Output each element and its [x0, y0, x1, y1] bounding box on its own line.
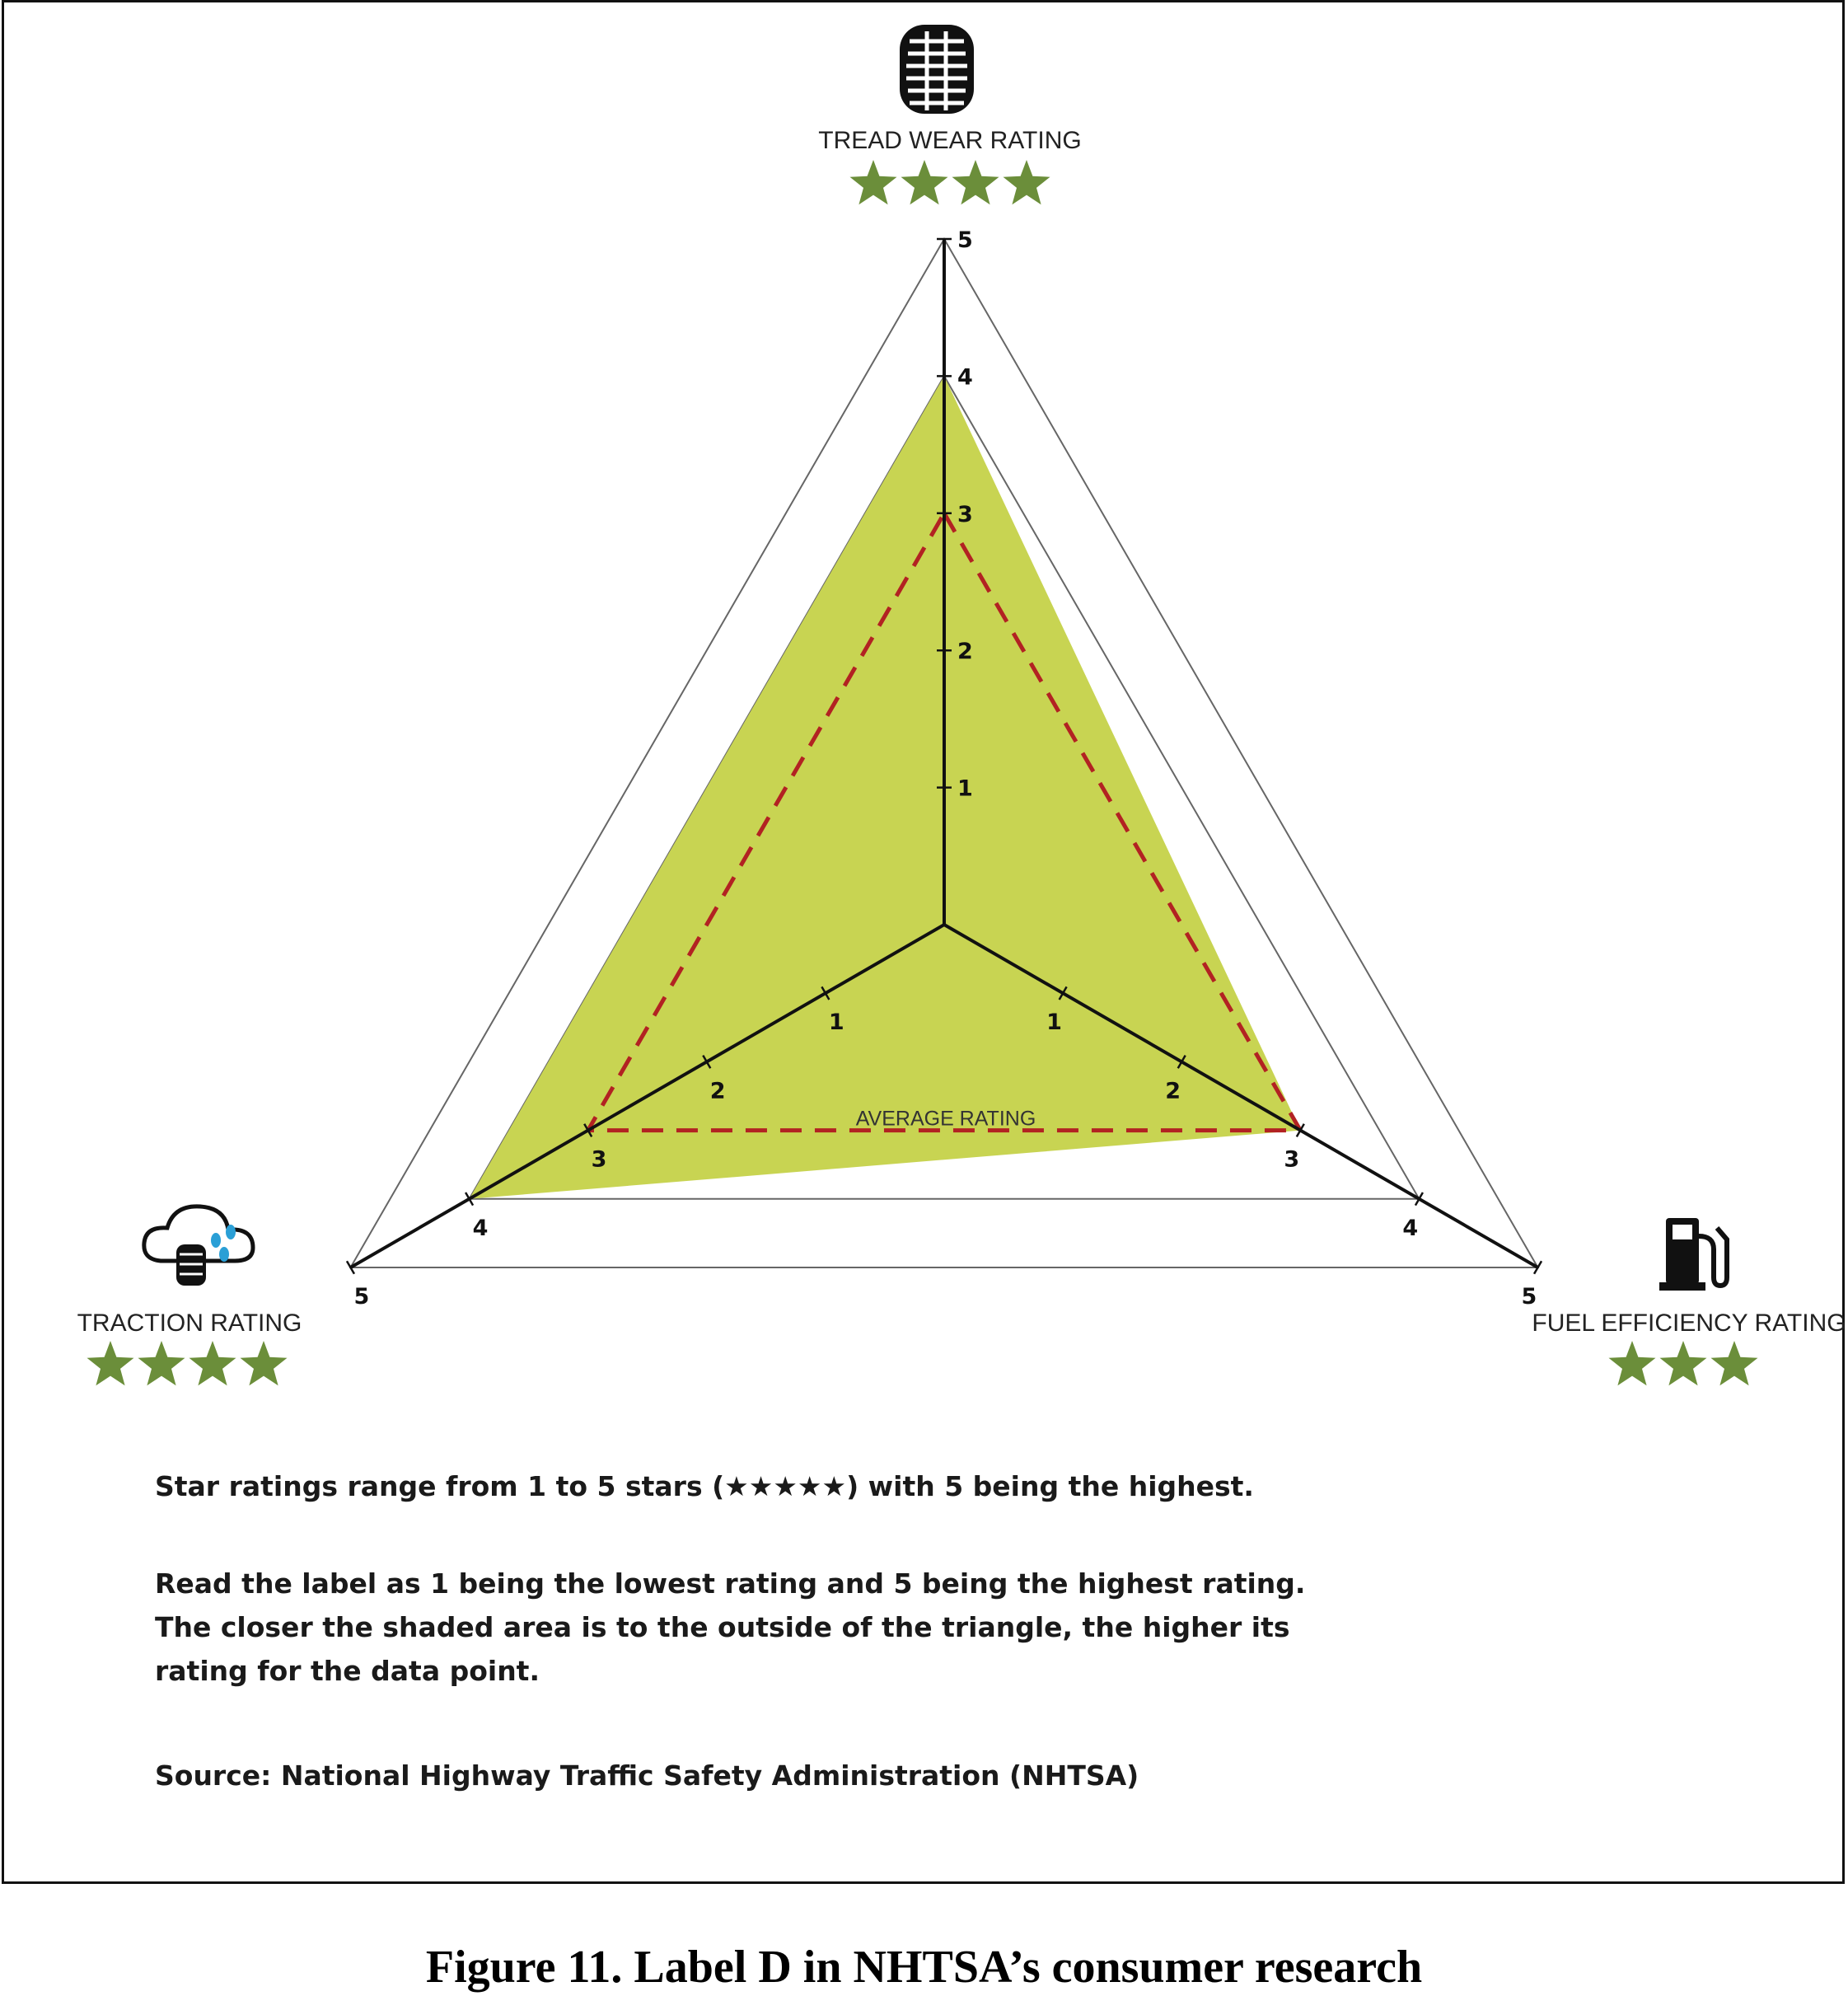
tick-label: 2	[1165, 1078, 1181, 1104]
tick-label: 2	[709, 1078, 726, 1104]
tread-wear-label: TREAD WEAR RATING	[818, 127, 1082, 154]
star-icon	[1609, 1341, 1656, 1385]
tick-label: 4	[472, 1215, 489, 1241]
figure-caption: Figure 11. Label D in NHTSA’s consumer research	[425, 1942, 1423, 1993]
rating-area	[470, 376, 1301, 1198]
tick-label: 3	[957, 501, 973, 527]
star-icon	[850, 160, 897, 204]
star-icon	[241, 1341, 288, 1385]
axis-fuel-efficiency	[1532, 1218, 1846, 1385]
source-note: Source: National Highway Traffic Safety Administration (NHTSA)	[155, 1759, 1139, 1792]
star-icon	[901, 160, 948, 204]
fuel-efficiency-stars	[1609, 1341, 1758, 1385]
star-icon	[189, 1341, 236, 1385]
average-rating-label: AVERAGE RATING	[855, 1107, 1036, 1131]
tick-label: 5	[353, 1284, 370, 1310]
tick-label: 5	[1521, 1284, 1537, 1310]
tick-label: 3	[591, 1146, 607, 1173]
tick-label: 1	[1046, 1010, 1062, 1036]
tread-wear-stars	[850, 160, 1050, 204]
star-icon	[952, 160, 999, 204]
tick-label: 2	[957, 639, 973, 665]
tire-icon	[900, 25, 974, 114]
star-icon	[1711, 1341, 1758, 1385]
traction-stars	[87, 1341, 288, 1385]
note-read-label: Read the label as 1 being the lowest rating and 5 being the highest rating.	[155, 1567, 1306, 1600]
tick-label: 1	[957, 775, 973, 802]
axis-traction	[77, 1206, 302, 1385]
star-icon	[1660, 1341, 1707, 1385]
rain-cloud-tire-icon	[144, 1206, 253, 1286]
fuel-pump-icon	[1659, 1218, 1727, 1291]
star-icon	[87, 1341, 134, 1385]
tick-label: 3	[1284, 1146, 1300, 1173]
axis-tread-wear	[818, 25, 1081, 204]
traction-label: TRACTION RATING	[77, 1310, 302, 1337]
star-icon	[1004, 160, 1050, 204]
tick-label: 5	[957, 227, 973, 253]
tick-label: 1	[828, 1010, 844, 1036]
star-icon	[138, 1341, 185, 1385]
note-closer-shaded: The closer the shaded area is to the outside of the triangle, the higher its	[155, 1611, 1290, 1643]
fuel-efficiency-label: FUEL EFFICIENCY RATING	[1532, 1310, 1846, 1337]
note-rating-data-point: rating for the data point.	[155, 1655, 540, 1687]
tick-label: 4	[957, 364, 973, 391]
tick-label: 4	[1402, 1215, 1419, 1241]
note-star-range: Star ratings range from 1 to 5 stars (★★★★★) with 5 being the highest.	[155, 1470, 1254, 1502]
